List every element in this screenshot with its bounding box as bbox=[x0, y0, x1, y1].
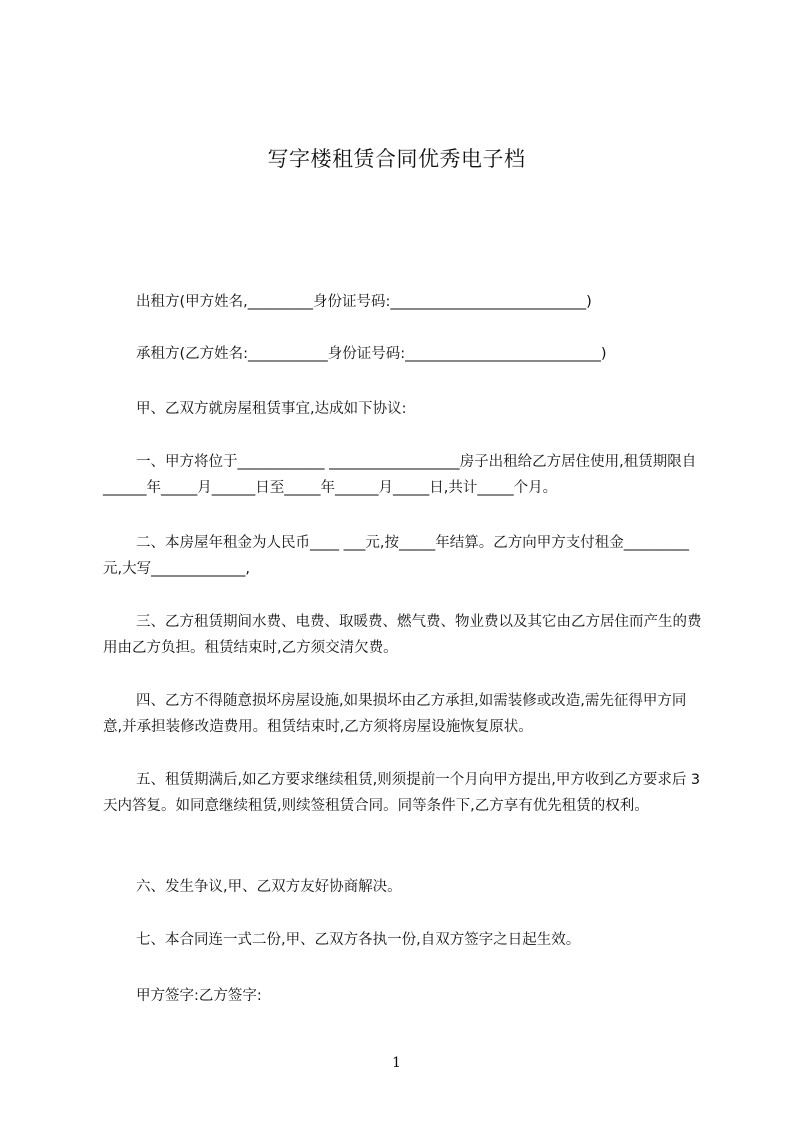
clause-6: 六、发生争议,甲、乙双方友好协商解决。 bbox=[136, 879, 402, 895]
clause-4: 四、乙方不得随意损坏房屋设施,如果损坏由乙方承担,如需装修或改造,需先征得甲方同意,并承担装修改造费用。租赁结束时,乙方须将房屋设施恢复原状。 bbox=[103, 693, 687, 735]
clause-5: 五、租赁期满后,如乙方要求继续租赁,则须提前一个月向甲方提出,甲方收到乙方要求后 3 天内答复。如同意继续租赁,则续签租赁合同。同等条件下,乙方享有优先租赁的权利。 bbox=[103, 772, 705, 814]
agreement-intro: 甲、乙双方就房屋租赁事宜,达成如下协议: bbox=[136, 401, 407, 417]
clause-3: 三、乙方租赁期间水费、电费、取暖费、燃气费、物业费以及其它由乙方居住而产生的费用由乙方负担。租赁结束时,乙方须交清欠费。 bbox=[103, 614, 702, 656]
signature-line: 甲方签字:乙方签字: bbox=[136, 988, 262, 1004]
page-number: 1 bbox=[392, 1055, 401, 1071]
clause-2: 二、本房屋年租金为人民币____ ___元,按_____年结算。乙方向甲方支付租金_________元,大写_____________, bbox=[103, 535, 689, 577]
party-a-line: 出租方(甲方姓名,_________身份证号码:___________________________) bbox=[136, 294, 592, 310]
clause-1: 一、甲方将位于____________ __________________房子出租给乙方居住使用,租赁期限自______年_____月______日至_____年______月_____日,共计_____个月。 bbox=[103, 454, 697, 496]
party-b-line: 承租方(乙方姓名:___________身份证号码:___________________________) bbox=[136, 346, 607, 362]
document-title: 写字楼租赁合同优秀电子档 bbox=[267, 147, 526, 171]
clause-7: 七、本合同连一式二份,甲、乙双方各执一份,自双方签字之日起生效。 bbox=[136, 932, 581, 948]
